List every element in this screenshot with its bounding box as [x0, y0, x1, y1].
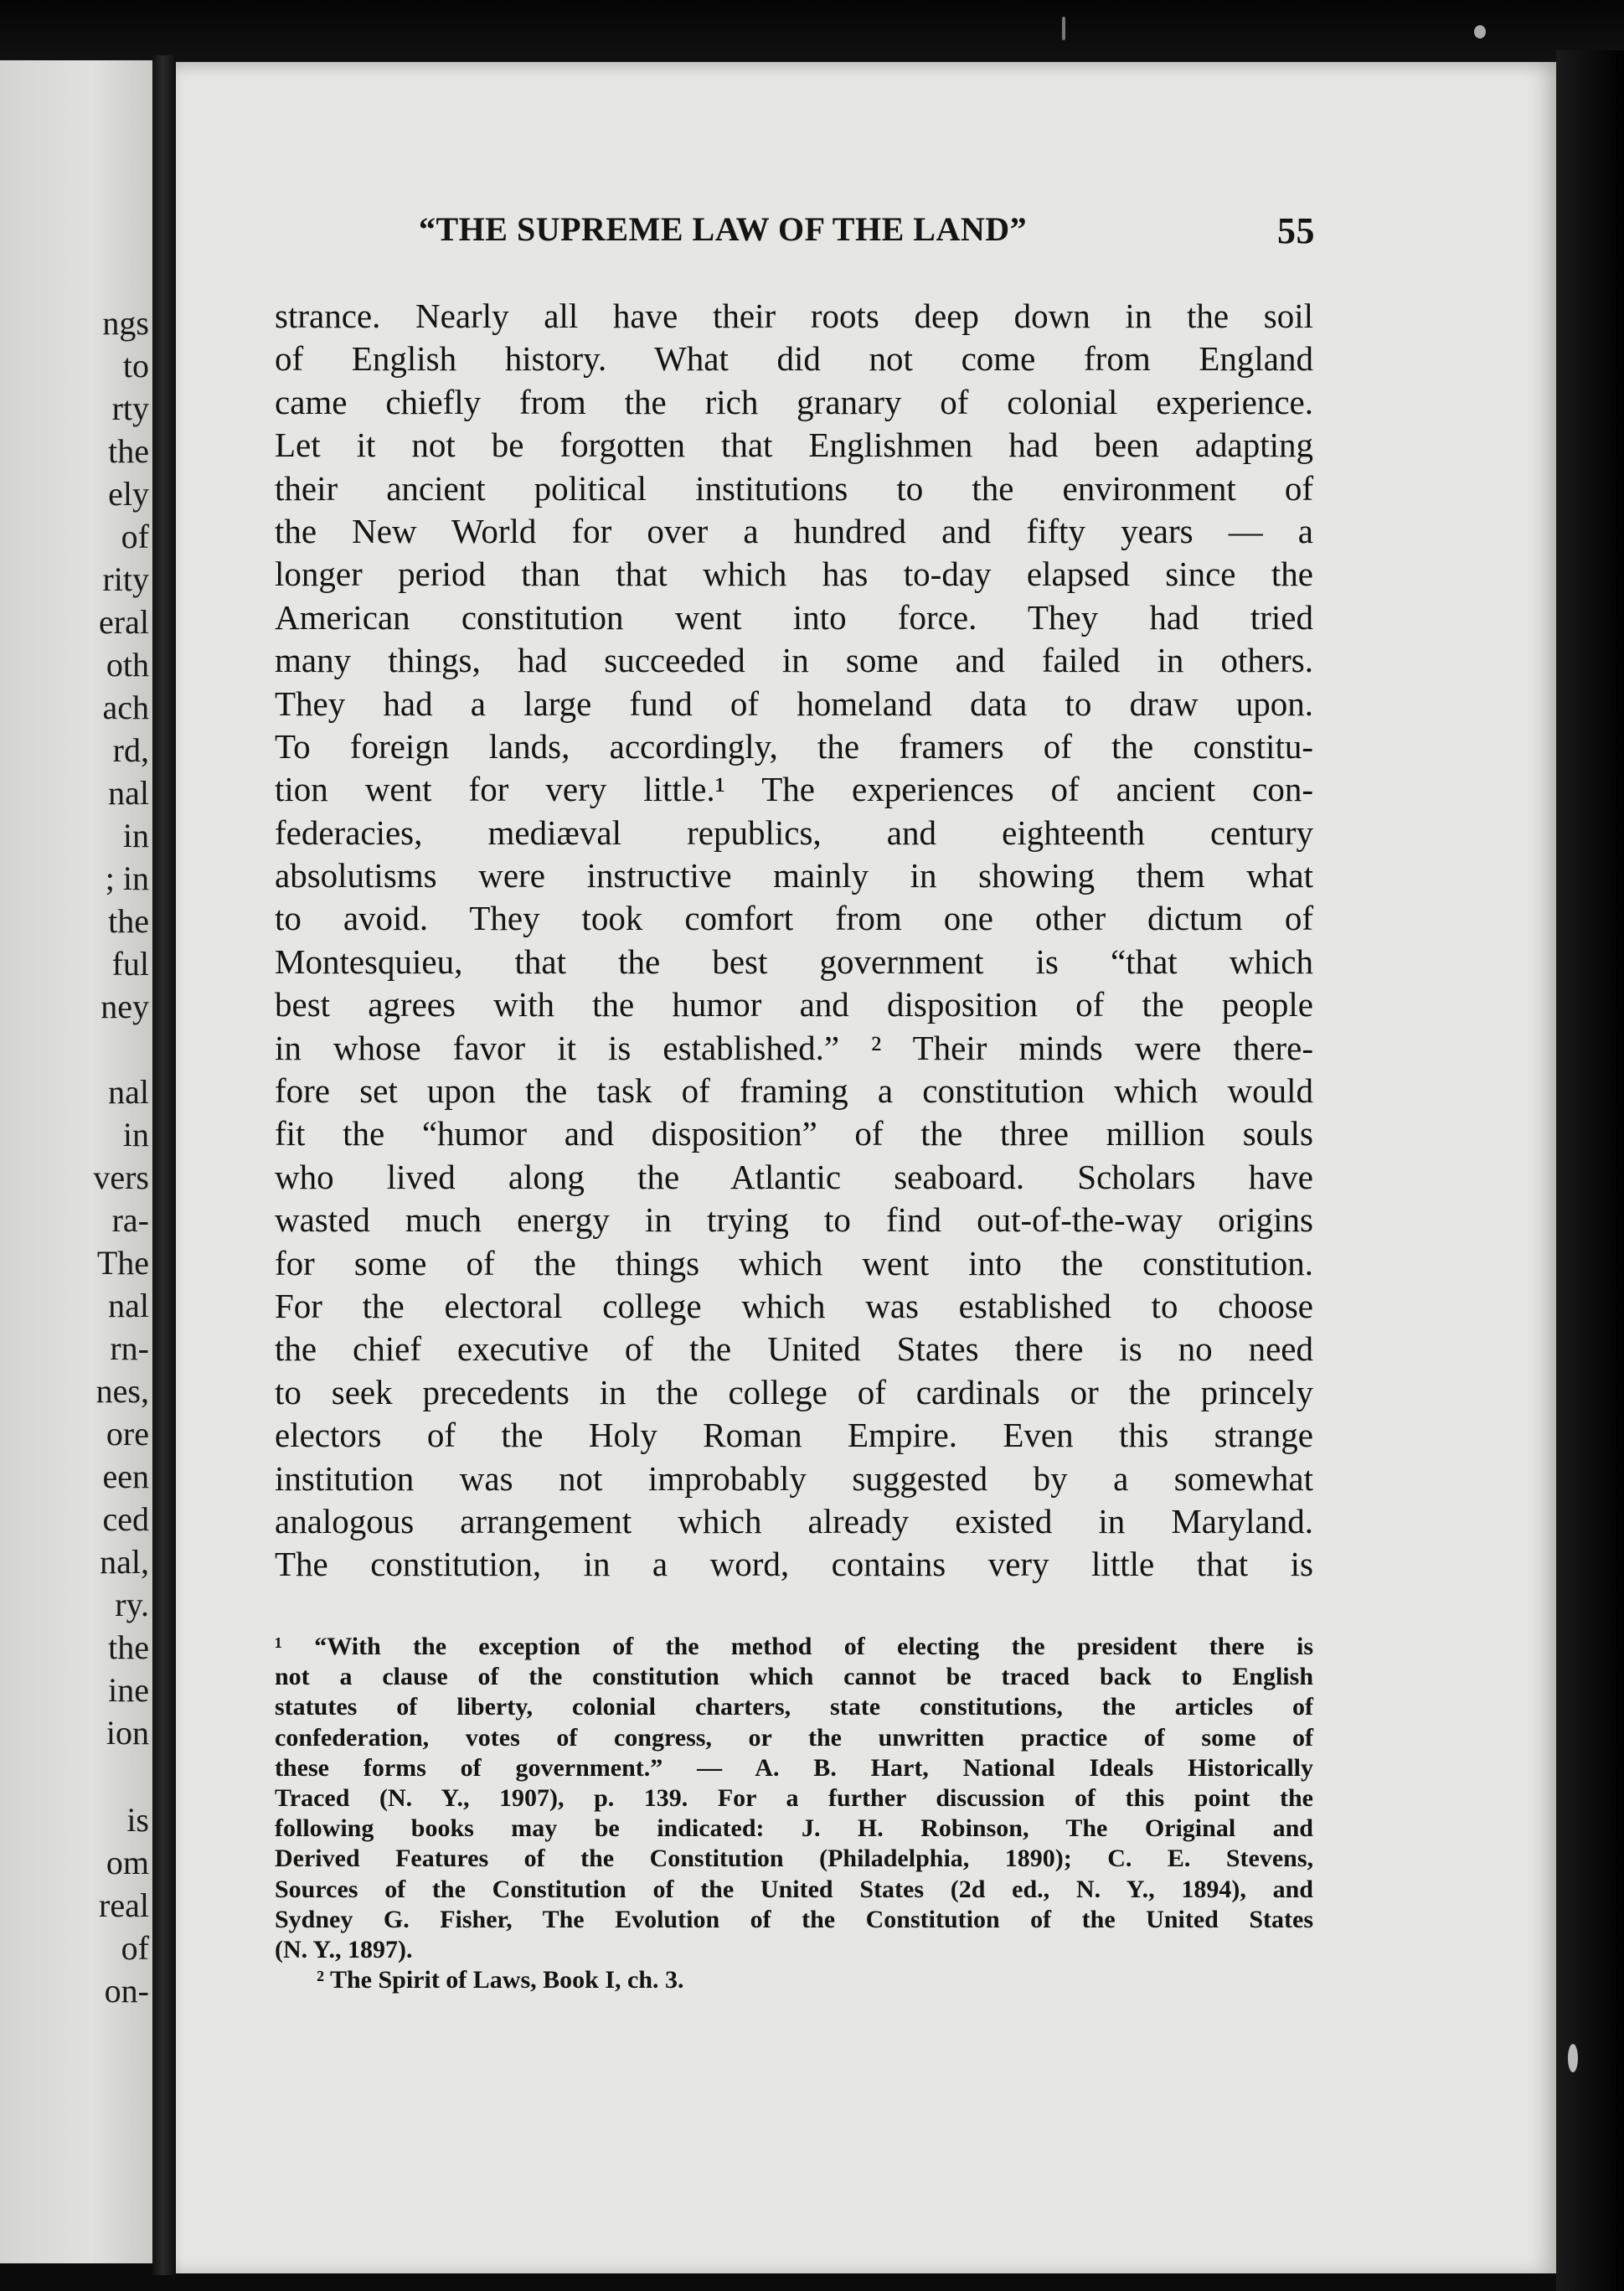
previous-page-line-fragment: ore — [106, 1415, 149, 1453]
body-line: the New World for over a hundred and fifty years — a — [275, 511, 1313, 550]
previous-page-line-fragment: in — [122, 817, 149, 854]
body-line: The constitution, in a word, contains very little that is — [275, 1545, 1313, 1584]
previous-page-line-fragment: ach — [102, 689, 149, 726]
scan-speck — [1568, 2044, 1578, 2072]
body-line: tion went for very little.¹ The experiences of ancient con- — [275, 770, 1313, 809]
body-line: analogous arrangement which already existed in Maryland. — [275, 1501, 1313, 1540]
footnote-line: these forms of government.” — A. B. Hart, National Ideals Historically — [275, 1753, 1313, 1782]
body-line: absolutisms were instructive mainly in showing them what — [275, 856, 1313, 895]
footnote-line: Sources of the Constitution of the United States (2d ed., N. Y., 1894), and — [275, 1875, 1313, 1903]
previous-page-line-fragment: nes, — [95, 1372, 149, 1410]
previous-page-line-fragment: ry. — [115, 1586, 149, 1623]
previous-page-line-fragment: ngs — [102, 304, 149, 342]
body-line: fit the “humor and disposition” of the three million souls — [275, 1114, 1313, 1153]
footnote-line: statutes of liberty, colonial charters, state constitutions, the articles of — [275, 1693, 1313, 1721]
previous-page-line-fragment: in — [122, 1116, 149, 1153]
previous-page-line-fragment: ion — [106, 1714, 149, 1752]
body-line: electors of the Holy Roman Empire. Even this strange — [275, 1416, 1313, 1455]
previous-page-line-fragment: on- — [104, 1972, 149, 2010]
body-line: Let it not be forgotten that Englishmen had been adapting — [275, 426, 1313, 465]
previous-page-line-fragment: nal — [108, 1287, 149, 1324]
body-line: They had a large fund of homeland data to draw upon. — [275, 684, 1313, 723]
footnote-line: Derived Features of the Constitution (Philadelphia, 1890); C. E. Stevens, — [275, 1845, 1313, 1873]
previous-page-line-fragment: ra- — [111, 1201, 149, 1239]
body-line: of English history. What did not come from England — [275, 339, 1313, 379]
scan-speck — [1062, 17, 1065, 40]
body-line: American constitution went into force. They had tried — [275, 597, 1313, 637]
body-line: federacies, mediæval republics, and eighteenth century — [275, 813, 1313, 852]
body-line: to seek precedents in the college of cardinals or the princely — [275, 1372, 1313, 1411]
body-line: their ancient political institutions to the environment of — [275, 468, 1313, 508]
previous-page-line-fragment: om — [106, 1844, 149, 1881]
previous-page-line-fragment: eral — [99, 603, 149, 641]
footnotes — [275, 1632, 1313, 1995]
previous-page-line-fragment: oth — [106, 646, 149, 684]
previous-page-line-fragment: of — [121, 518, 149, 555]
previous-page-line-fragment: the — [108, 1628, 149, 1666]
previous-page-line-fragment: rty — [111, 390, 149, 427]
footnote-line: (N. Y., 1897). — [275, 1935, 413, 1963]
footnote-2: ² The Spirit of Laws, Book I, ch. 3. — [317, 1966, 684, 1994]
body-line: for some of the things which went into the constitution. — [275, 1243, 1313, 1282]
previous-page-line-fragment: is — [126, 1801, 149, 1839]
body-line: best agrees with the humor and disposition of the people — [275, 985, 1313, 1024]
body-line: who lived along the Atlantic seaboard. Scholars have — [275, 1157, 1313, 1196]
footnote-line: ¹ “With the exception of the method of electing the president there is — [275, 1633, 1313, 1660]
page-number: 55 — [1277, 210, 1315, 251]
previous-page-line-fragment: The — [96, 1244, 149, 1282]
running-head-title: “THE SUPREME LAW OF THE LAND” — [419, 210, 1028, 248]
previous-page-line-fragment: ney — [101, 988, 149, 1025]
previous-page-line-fragment: nal, — [100, 1543, 149, 1581]
previous-page-line-fragment: nal — [108, 774, 149, 812]
body-line: To foreign lands, accordingly, the framers of the constitu- — [275, 726, 1313, 766]
previous-page-line-fragment: ced — [102, 1500, 149, 1538]
body-line: many things, had succeeded in some and failed in others. — [275, 641, 1313, 680]
previous-page-line-fragment: the — [108, 902, 149, 940]
scan-right-border — [1556, 50, 1624, 2291]
body-line: For the electoral college which was established to choose — [275, 1286, 1313, 1325]
body-line: wasted much energy in trying to find out-of-the-way origins — [275, 1200, 1313, 1240]
footnote-line: following books may be indicated: J. H. Robinson, The Original and — [275, 1814, 1313, 1843]
previous-page-line-fragment: vers — [93, 1158, 149, 1196]
body-line: fore set upon the task of framing a constitution which would — [275, 1071, 1313, 1111]
body-line: Montesquieu, that the best government is “that which — [275, 942, 1313, 981]
previous-page-line-fragment: rd, — [112, 731, 149, 769]
previous-page-line-fragment: real — [99, 1886, 149, 1924]
footnote-line: confederation, votes of congress, or the unwritten practice of some of — [275, 1723, 1313, 1752]
scan-top-border — [0, 0, 1624, 67]
footnote-line: not a clause of the constitution which cannot be traced back to English — [275, 1663, 1313, 1691]
previous-page-line-fragment: to — [122, 347, 149, 384]
body-line: institution was not improbably suggested by a somewhat — [275, 1458, 1313, 1498]
previous-page-line-fragment: nal — [108, 1073, 149, 1111]
body-line: came chiefly from the rich granary of colonial experience. — [275, 382, 1313, 421]
previous-page-line-fragment: ful — [111, 945, 149, 983]
previous-page-line-fragment: ine — [108, 1671, 149, 1709]
footnote-line: Sydney G. Fisher, The Evolution of the Constitution of the United States — [275, 1905, 1313, 1933]
previous-page-line-fragment: the — [108, 432, 149, 470]
scan-speck — [1474, 25, 1486, 39]
body-text — [275, 295, 1313, 1587]
previous-page-fragment — [0, 60, 152, 2263]
previous-page-line-fragment: een — [102, 1458, 149, 1495]
body-line: the chief executive of the United States there is no need — [275, 1329, 1313, 1369]
previous-page-line-fragment: ely — [108, 475, 149, 513]
body-line: to avoid. They took comfort from one other dictum of — [275, 899, 1313, 938]
book-gutter — [152, 55, 176, 2275]
previous-page-line-fragment: rn- — [110, 1329, 149, 1367]
body-line: in whose favor it is established.” ² Their minds were there- — [275, 1028, 1313, 1067]
body-line: longer period than that which has to-day elapsed since the — [275, 555, 1313, 594]
body-line: strance. Nearly all have their roots deep down in the soil — [275, 297, 1313, 335]
previous-page-line-fragment: of — [121, 1929, 149, 1967]
previous-page-line-fragment: ; in — [105, 859, 149, 897]
footnote-line: Traced (N. Y., 1907), p. 139. For a further discussion of this point the — [275, 1783, 1313, 1812]
previous-page-line-fragment: rity — [102, 560, 149, 598]
running-head — [419, 209, 1315, 253]
